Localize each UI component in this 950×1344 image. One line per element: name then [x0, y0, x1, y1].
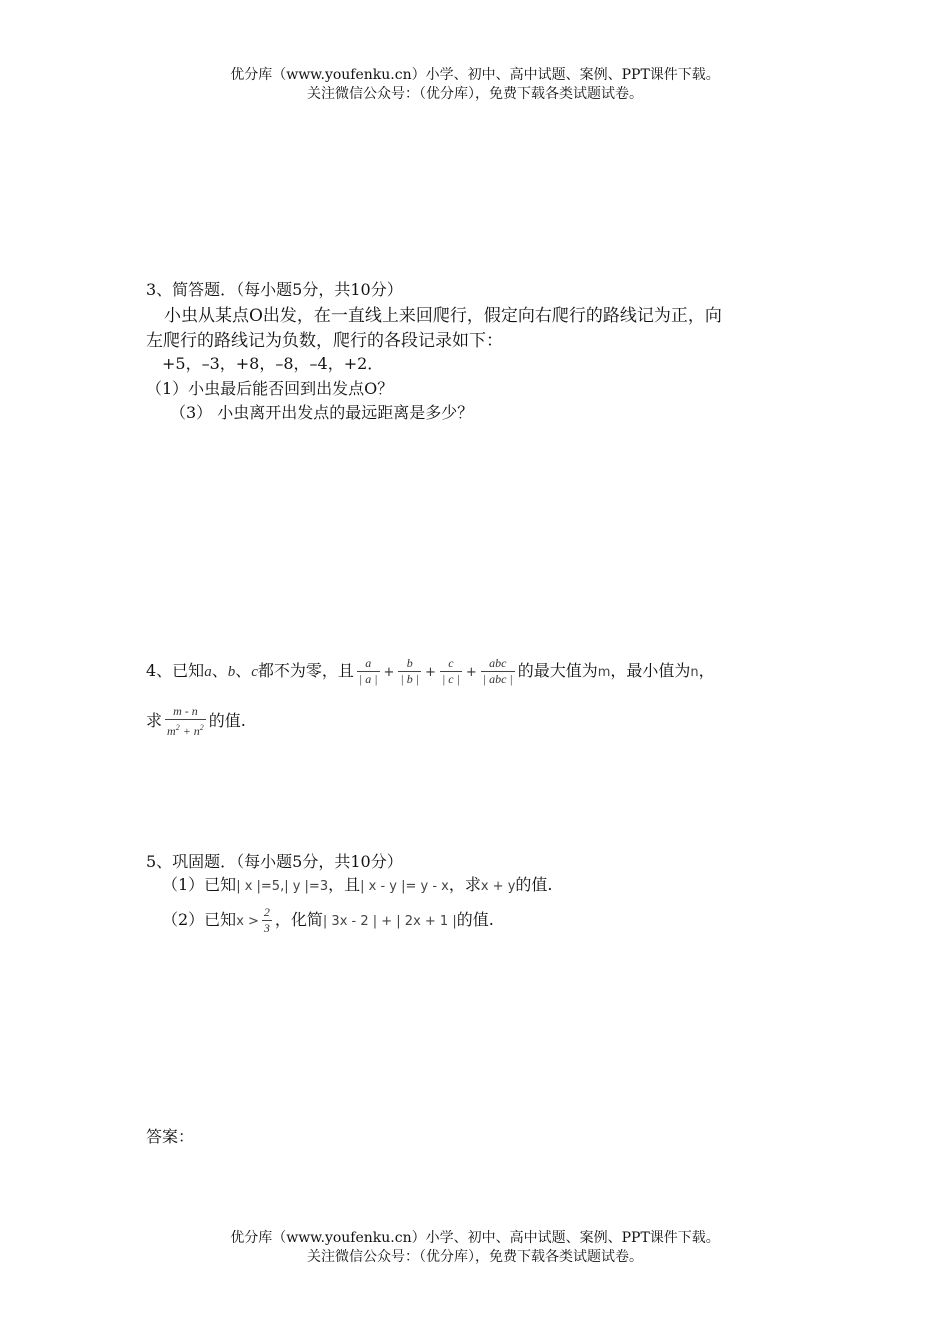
q4-sep-1: 、: [211, 661, 228, 680]
q5-s2-prefix: （2）已知: [162, 910, 237, 929]
q4-f2-denominator: | b |: [400, 672, 420, 686]
page-header: [0, 66, 950, 104]
q3-title: 3、简答题．（每小题5分，共10分）: [146, 280, 403, 299]
q5-s1-expression: x + y: [480, 879, 516, 894]
q5-s1-abs-x: | x |=5,: [236, 879, 285, 894]
q5-s1-condition: | x - y |= y - x: [360, 879, 449, 894]
q4-line2-suffix: 的值.: [208, 711, 246, 730]
q4-f1-denominator: | a |: [358, 672, 378, 686]
q4-fraction-b: [398, 656, 421, 687]
q4-line-2: [146, 700, 246, 742]
q4-plus-2: +: [425, 665, 436, 680]
q5-s2-expression: | 3x - 2 | + | 2x + 1 |: [322, 914, 457, 929]
q4-plus-1: +: [383, 665, 395, 680]
q3-sub-1: （1）小虫最后能否回到出发点O？: [146, 379, 394, 398]
q4-prefix: 4、已知: [146, 661, 205, 680]
q4-f3-denominator: | c |: [441, 672, 460, 686]
q5-sub-1: [162, 872, 553, 895]
q4-max-text: 的最大值为: [517, 661, 598, 680]
q5-s1-abs-y: | y |=3: [284, 879, 329, 894]
q4-expr-den-n-square: 2: [199, 723, 204, 732]
footer-line-1: 优分库（www.youfenku.cn）小学、初中、高中试题、案例、PPT课件下载。: [230, 1230, 720, 1246]
q3-text-line-2: 左爬行的路线记为负数，爬行的各段记录如下：: [146, 331, 503, 351]
header-line-1: 优分库（www.youfenku.cn）小学、初中、高中试题、案例、PPT课件下载。: [230, 67, 720, 83]
q4-fraction-c: [440, 656, 462, 687]
q4-end: ，: [698, 661, 715, 680]
q4-var-c: c: [251, 664, 258, 680]
q4-expr-den-m-square: 2: [175, 723, 180, 732]
q5-s2-condition: x >: [236, 914, 259, 929]
q3-records: +5，–3，+8，–8，–4，+2．: [162, 354, 384, 373]
q4-expression-fraction: [165, 704, 206, 739]
footer-line-2: 关注微信公众号：（优分库），免费下载各类试题试卷。: [307, 1249, 643, 1265]
q5-s2-denominator: 3: [263, 921, 270, 935]
q5-sub-2: [162, 898, 494, 944]
q4-sep-2: 、: [235, 661, 252, 680]
q4-expr-den-m: m: [167, 724, 176, 738]
q4-f4-denominator: | abc |: [482, 672, 513, 686]
q5-s1-end: 的值.: [515, 875, 553, 894]
q3-text-line-1: 小虫从某点O出发，在一直线上来回爬行，假定向右爬行的路线记为正，向: [164, 306, 722, 326]
q5-s2-fraction: [262, 905, 272, 936]
q3-sub-2: （3） 小虫离开出发点的最远距离是多少？: [170, 403, 474, 422]
q4-expr-numerator: m - n: [173, 704, 198, 718]
q5-s1-ask: ，求: [448, 875, 481, 894]
q4-f1-numerator: a: [365, 656, 372, 670]
q4-line-1: [146, 650, 715, 694]
q5-s1-mid: ，且: [328, 875, 361, 894]
q5-s1-prefix: （1）已知: [162, 875, 237, 894]
q4-expr-den-n: n: [193, 724, 200, 738]
q5-title: 5、巩固题．（每小题5分，共10分）: [146, 852, 403, 871]
answer-label: 答案：: [146, 1127, 195, 1146]
header-line-2: 关注微信公众号：（优分库），免费下载各类试题试卷。: [307, 86, 643, 102]
q4-var-a: a: [204, 664, 212, 680]
q4-f4-numerator: abc: [489, 656, 507, 670]
q4-f2-numerator: b: [406, 656, 413, 670]
q4-min-text: ，最小值为: [610, 661, 691, 680]
q4-m: m: [597, 665, 611, 680]
q5-s2-numerator: 2: [263, 905, 270, 919]
q4-line2-prefix: 求: [146, 711, 163, 730]
q4-plus-3: +: [465, 665, 477, 680]
q4-expr-denominator: [165, 719, 206, 739]
q4-n: n: [690, 665, 699, 680]
q4-var-b: b: [227, 664, 236, 680]
q4-mid-text: 都不为零，且: [257, 661, 354, 680]
q4-fraction-a: [357, 656, 380, 687]
q5-s2-mid: ，化简: [274, 910, 323, 929]
q4-expr-den-plus: +: [179, 724, 194, 738]
q5-s2-end: 的值.: [456, 910, 494, 929]
page-footer: [0, 1229, 950, 1267]
q4-f3-numerator: c: [448, 656, 454, 670]
q4-fraction-abc: [481, 656, 515, 687]
